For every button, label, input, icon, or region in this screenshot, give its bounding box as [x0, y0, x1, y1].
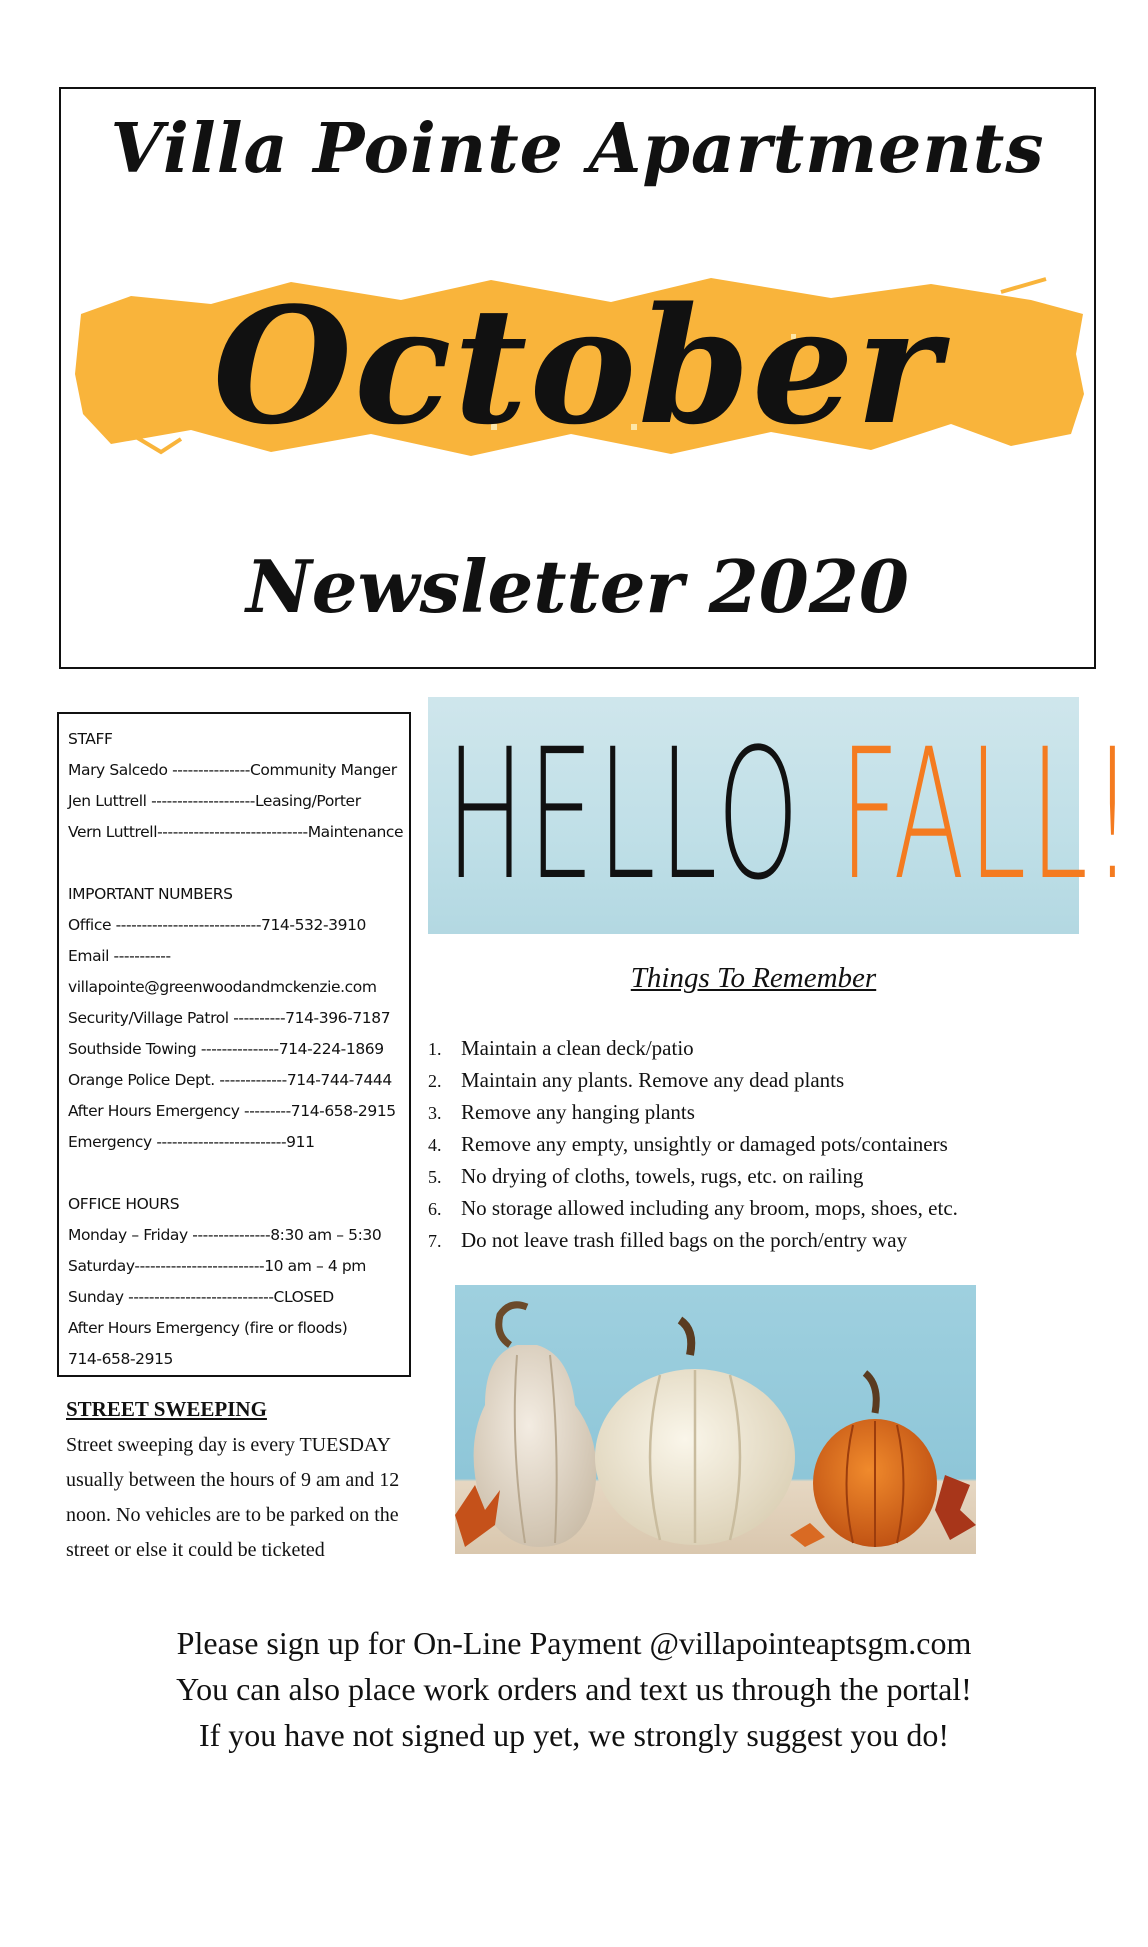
contact-info-box [57, 712, 411, 1377]
hours-line: 714-658-2915 [68, 1350, 174, 1368]
hours-line: Sunday ----------------------------CLOSED [68, 1288, 334, 1306]
number-line: After Hours Emergency ---------714-658-2915 [68, 1102, 396, 1120]
staff-heading: STAFF [68, 730, 113, 748]
list-item: 1. Maintain a clean deck/patio [428, 1036, 694, 1060]
number-line: Emergency -------------------------911 [68, 1133, 315, 1151]
month-heading: October [212, 272, 943, 460]
number-line: Email ----------- [68, 947, 171, 965]
staff-line: Mary Salcedo ---------------Community Manger [68, 761, 397, 779]
footer-line: You can also place work orders and text us through the portal! [176, 1671, 972, 1707]
hello-fall-banner [428, 697, 1137, 934]
list-item: 6. No storage allowed including any broom, mops, shoes, etc. [428, 1196, 958, 1220]
list-item: 4. Remove any empty, unsightly or damaged pots/containers [428, 1132, 948, 1156]
hours-heading: OFFICE HOURS [68, 1195, 180, 1213]
number-line: Security/Village Patrol ----------714-396-7187 [68, 1009, 391, 1027]
street-sweeping-section [66, 1397, 426, 1568]
list-item: 2. Maintain any plants. Remove any dead plants [428, 1068, 845, 1092]
banner-word-fall: FALL! [839, 711, 1137, 920]
staff-line: Vern Luttrell-----------------------------Maintenance [68, 823, 404, 841]
footer-line[interactable]: Please sign up for On-Line Payment @villapointeaptsgm.com [176, 1625, 972, 1661]
banner-word-hello: HELLO [446, 711, 803, 920]
newsletter-subtitle: Newsletter 2020 [245, 544, 909, 629]
staff-line: Jen Luttrell --------------------Leasing/Porter [68, 792, 361, 810]
footer-message [0, 1620, 1148, 1758]
list-item: 3. Remove any hanging plants [428, 1100, 695, 1124]
remember-title: Things To Remember [630, 962, 877, 994]
pumpkins-image [455, 1285, 976, 1554]
list-item: 5. No drying of cloths, towels, rugs, etc. on railing [428, 1164, 864, 1188]
email-address[interactable]: villapointe@greenwoodandmckenzie.com [68, 978, 377, 996]
list-item: 7. Do not leave trash filled bags on the porch/entry way [428, 1228, 908, 1252]
street-sweeping-text: Street sweeping day is every TUESDAY usually between the hours of 9 am and 12 noon. No vehicles are to be parked on the street or else it could be ticketed [66, 1434, 400, 1561]
hours-line: Monday – Friday ---------------8:30 am – 5:30 [68, 1226, 382, 1244]
number-line: Office ----------------------------714-532-3910 [68, 916, 367, 934]
hours-line: After Hours Emergency (fire or floods) [68, 1319, 348, 1337]
newsletter-header [59, 87, 1096, 669]
street-sweeping-title: STREET SWEEPING [66, 1397, 267, 1421]
number-line: Orange Police Dept. -------------714-744-7444 [68, 1071, 392, 1089]
number-line: Southside Towing ---------------714-224-1869 [68, 1040, 384, 1058]
footer-line: If you have not signed up yet, we strongly suggest you do! [198, 1717, 950, 1753]
hours-line: Saturday-------------------------10 am – 4 pm [68, 1257, 366, 1275]
remember-list [428, 1032, 958, 1256]
page-title: Villa Pointe Apartments [110, 109, 1045, 189]
numbers-heading: IMPORTANT NUMBERS [68, 885, 233, 903]
